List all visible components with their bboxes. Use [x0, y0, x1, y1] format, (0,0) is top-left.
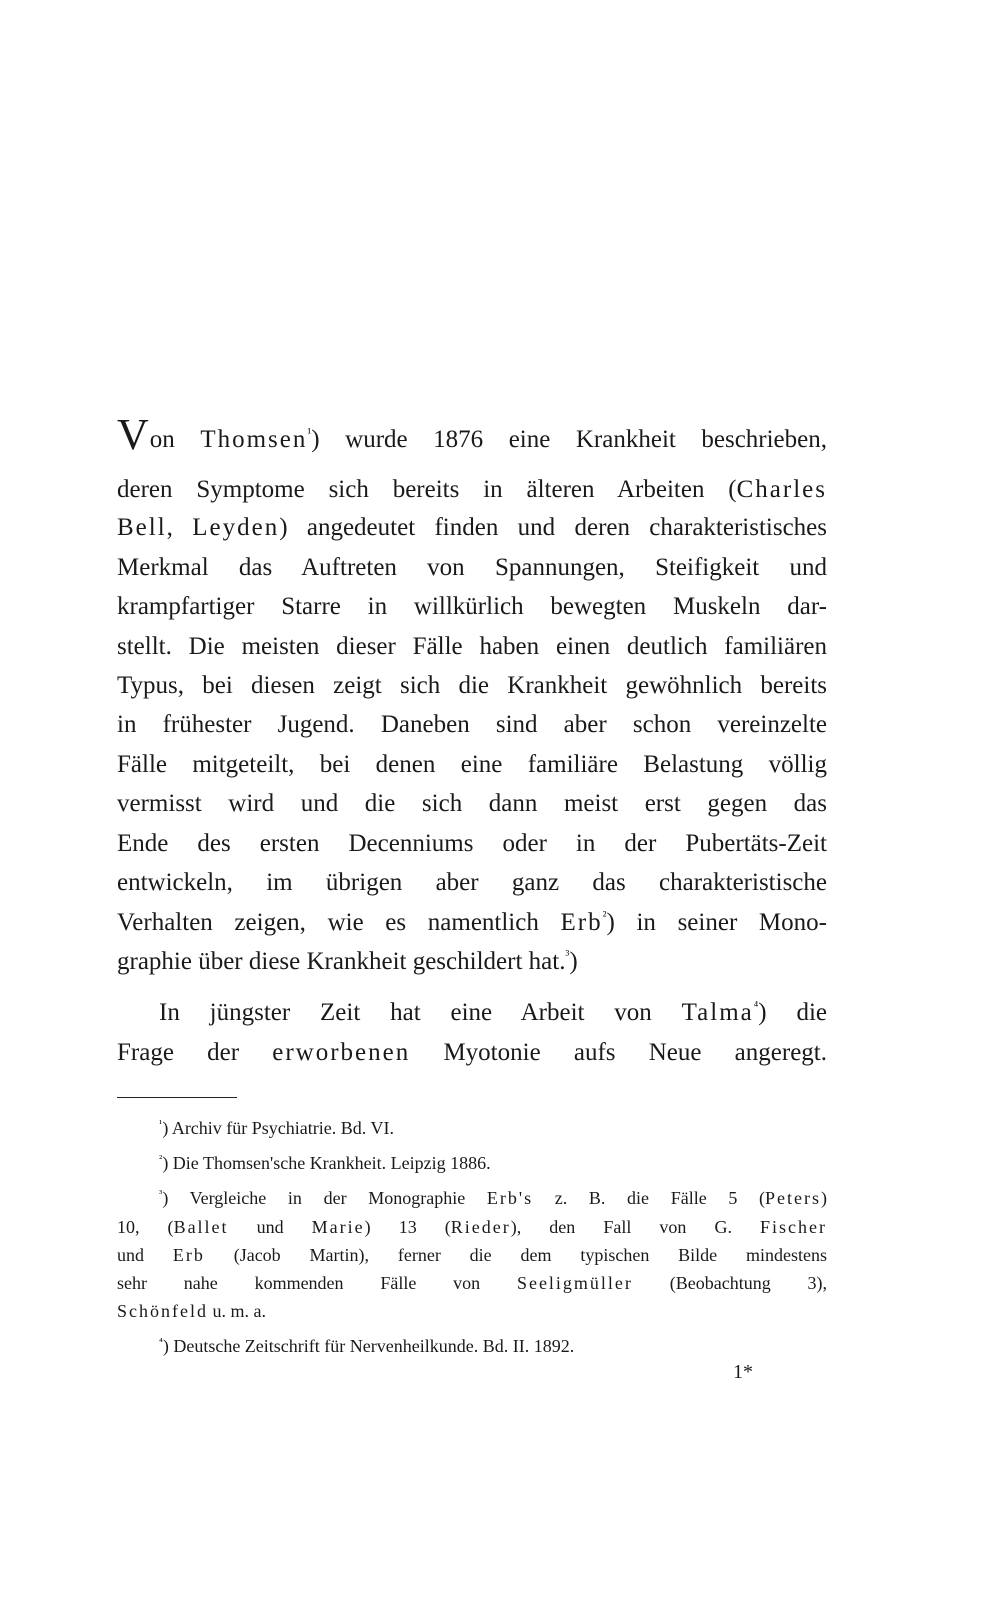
body-line-13: [117, 908, 827, 938]
body-line-8: [117, 710, 827, 740]
text-segment: Merkmal das Auftreten von Spannungen, Steifigkeit und: [117, 554, 827, 581]
text-segment: ) wurde 1876 eine Krankheit beschrieben,: [311, 426, 828, 453]
footnote-text: u. m. a.: [207, 1301, 266, 1321]
text-segment: deren Symptome sich bereits in älteren Arbeiten (: [117, 476, 737, 503]
author-name-bell-charles: Charles: [736, 476, 827, 503]
footnote-text: 10, (: [117, 1217, 174, 1237]
footnote-2: [117, 1152, 827, 1174]
footnote-1: [117, 1117, 827, 1139]
body-line-5: [117, 592, 827, 622]
footnote-text: z. B. die Fälle 5 (: [533, 1188, 765, 1208]
footnote-3-line-3: [117, 1244, 827, 1266]
text-segment: in frühester Jugend. Daneben sind aber schon vereinzelte: [117, 711, 827, 738]
footnote-mark: ³: [159, 1188, 163, 1200]
footnote-4: [117, 1335, 827, 1357]
footnote-ref: ⁴: [753, 998, 759, 1013]
footnote-ref: ²: [602, 908, 607, 923]
body-line-11: [117, 829, 827, 859]
emphasis-erworbenen: erworbenen: [272, 1039, 411, 1066]
author-name-bell: Bell: [117, 514, 167, 541]
footnote-text: ) Deutsche Zeitschrift für Nervenheilkunde. Bd. II. 1892.: [162, 1336, 575, 1356]
text-segment: ) angedeutet finden und deren charakteristisches: [279, 514, 828, 541]
text-segment: on: [149, 426, 201, 453]
author-name: Seeligmüller: [516, 1273, 633, 1293]
body-line-2: [117, 475, 827, 505]
footnote-text: ) Vergleiche in der Monographie: [162, 1188, 487, 1208]
text-segment: entwickeln, im übrigen aber ganz das charakteristische: [117, 869, 827, 896]
footnote-3-line-1: [117, 1187, 827, 1209]
text-segment: In jüngster Zeit hat eine Arbeit von: [159, 999, 682, 1026]
footnote-mark: ⁴: [159, 1336, 163, 1348]
footnote-mark: ¹: [159, 1118, 163, 1130]
footnote-3-line-2: [117, 1216, 827, 1238]
footnote-ref: ³: [565, 947, 570, 962]
footnote-mark: ²: [159, 1153, 163, 1165]
author-name-thomsen: Thomsen: [200, 426, 308, 453]
body-line-15: [117, 998, 827, 1028]
body-line-16: [117, 1038, 827, 1068]
footnote-text: (Jacob Martin), ferner die dem typischen Bilde mindestens: [204, 1245, 828, 1265]
author-name-leyden: Leyden: [192, 514, 280, 541]
footnote-text: sehr nahe kommenden Fälle von: [117, 1273, 517, 1293]
text-segment: Ende des ersten Decenniums oder in der Pubertäts-Zeit: [117, 830, 827, 857]
text-segment: ): [569, 948, 578, 975]
text-segment: ,: [166, 514, 193, 541]
footnote-3-line-5: [117, 1300, 827, 1322]
author-name: Erb: [172, 1245, 205, 1265]
text-segment: krampfartiger Starre in willkürlich bewegten Muskeln dar-: [117, 593, 827, 620]
footnote-text: ) Die Thomsen'sche Krankheit. Leipzig 1886.: [162, 1153, 491, 1173]
text-segment: Frage der: [117, 1039, 273, 1066]
author-name: Erb's: [486, 1188, 534, 1208]
author-name: Rieder: [450, 1217, 511, 1237]
text-segment: Myotonie aufs Neue angeregt.: [410, 1039, 827, 1066]
footnote-3-line-4: [117, 1272, 827, 1294]
body-line-9: [117, 750, 827, 780]
author-name: Peters: [765, 1188, 821, 1208]
footnote-text: ) Archiv für Psychiatrie. Bd. VI.: [162, 1118, 394, 1138]
page-number: 1*: [733, 1361, 753, 1383]
text-segment: vermisst wird und die sich dann meist erst gegen das: [117, 790, 827, 817]
text-segment: graphie über diese Krankheit geschildert hat.: [117, 948, 566, 975]
text-segment: Fälle mitgeteilt, bei denen eine familiäre Belastung völlig: [117, 751, 827, 778]
author-name: Fischer: [760, 1217, 828, 1237]
text-segment: stellt. Die meisten dieser Fälle haben einen deutlich familiären: [117, 633, 827, 660]
text-segment: Typus, bei diesen zeigt sich die Krankheit gewöhnlich bereits: [117, 672, 827, 699]
text-segment: ) die: [758, 999, 827, 1026]
author-name: Ballet: [173, 1217, 229, 1237]
drop-cap: V: [117, 410, 149, 459]
author-name: Marie: [311, 1217, 365, 1237]
author-name: Schönfeld: [117, 1301, 208, 1321]
body-line-12: [117, 868, 827, 898]
footnote-divider: [117, 1097, 237, 1098]
author-name-erb: Erb: [560, 909, 603, 936]
text-segment: Verhalten zeigen, wie es namentlich: [117, 909, 561, 936]
text-segment: ) in seiner Mono-: [606, 909, 827, 936]
footnote-text: und: [228, 1217, 312, 1237]
body-line-3: [117, 513, 827, 543]
author-name-talma: Talma: [681, 999, 754, 1026]
footnote-text: ) 13 (: [364, 1217, 451, 1237]
body-line-7: [117, 671, 827, 701]
footnote-text: ), den Fall von G.: [510, 1217, 761, 1237]
footnote-ref: ¹: [307, 425, 312, 440]
body-line-10: [117, 789, 827, 819]
footnote-text: (Beobachtung 3),: [632, 1273, 827, 1293]
body-line-4: [117, 553, 827, 583]
body-line-14: [117, 947, 827, 977]
footnote-text: ): [821, 1188, 827, 1208]
body-line-1: [117, 410, 828, 459]
footnote-text: und: [117, 1245, 173, 1265]
body-line-6: [117, 632, 827, 662]
